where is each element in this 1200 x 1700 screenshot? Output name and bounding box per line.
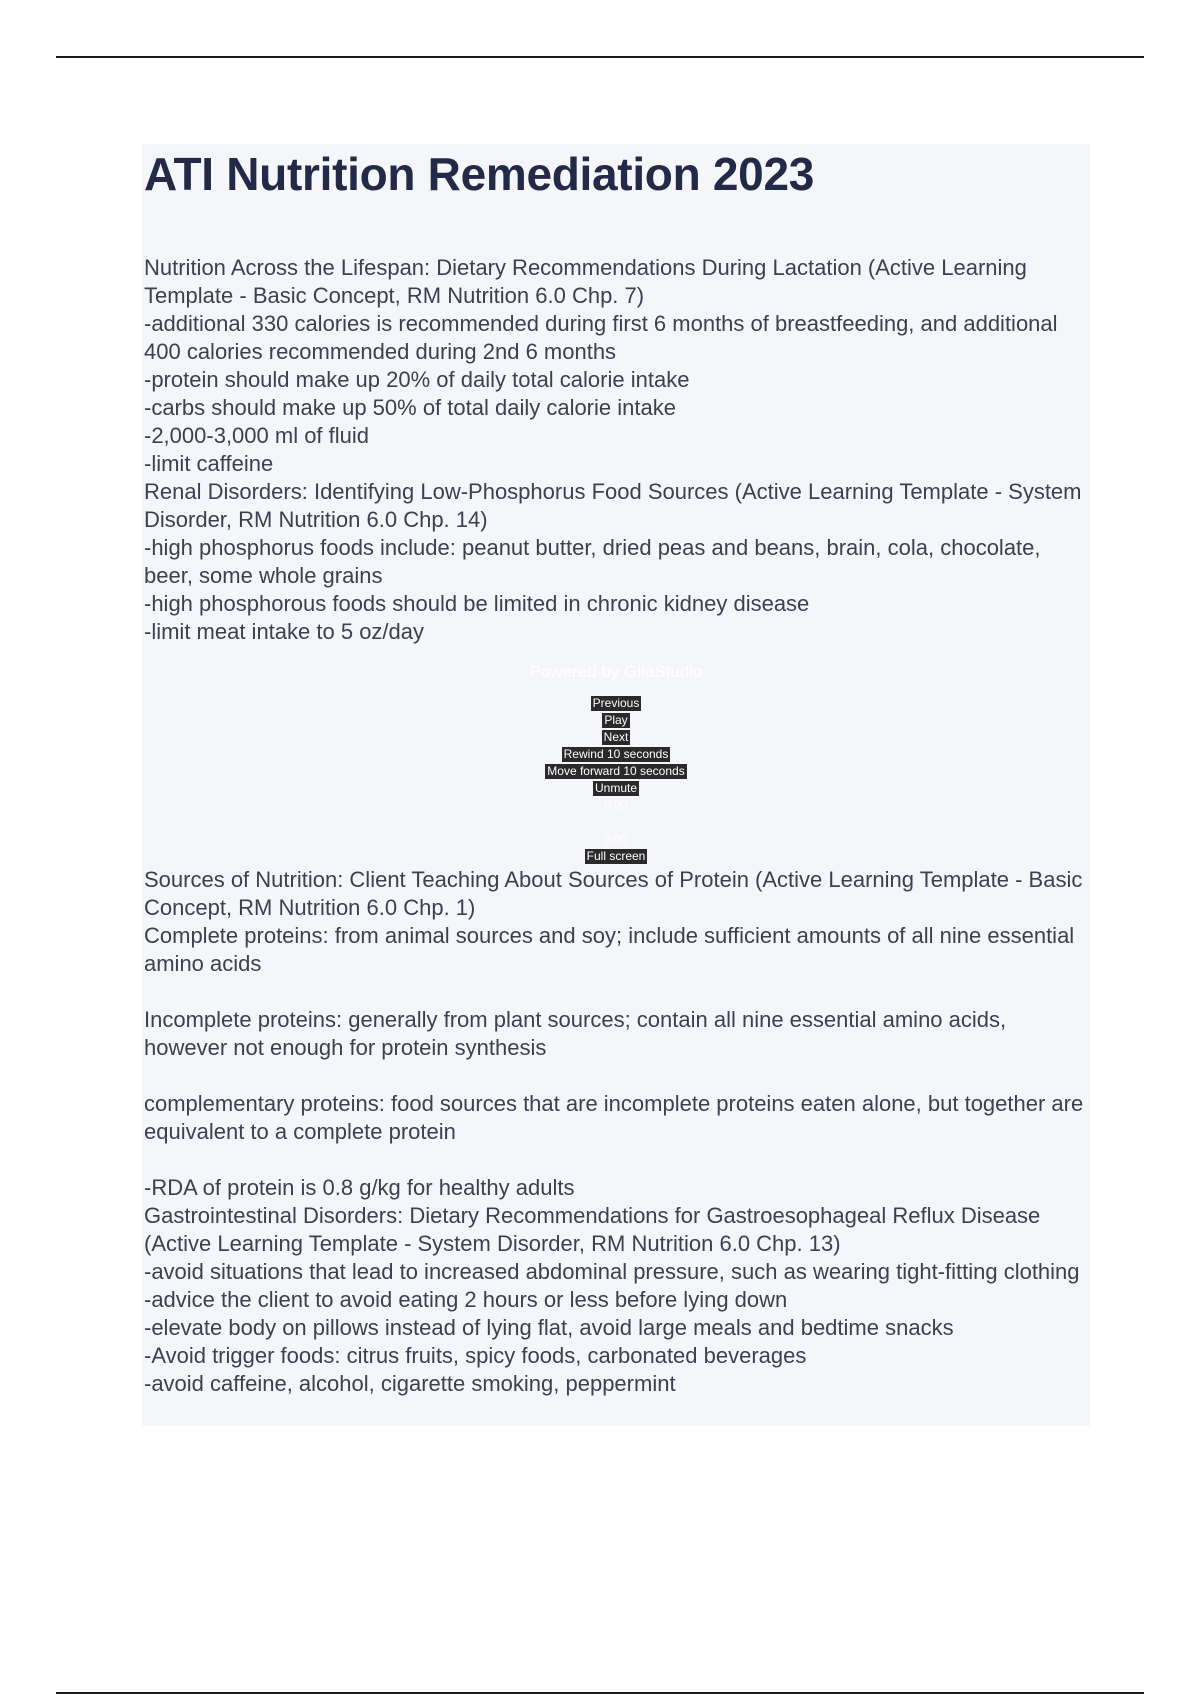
- renal-point: -high phosphorous foods should be limited in chronic kidney disease: [144, 591, 810, 616]
- duration: 0:00: [604, 832, 628, 846]
- fullscreen-button[interactable]: Full screen: [586, 849, 646, 863]
- next-button[interactable]: Next: [603, 730, 629, 744]
- lactation-point: -protein should make up 20% of daily total calorie intake: [144, 367, 690, 392]
- renal-point: -high phosphorus foods include: peanut butter, dried peas and beans, brain, cola, chocolate, beer, some whole grains: [144, 535, 1041, 588]
- complementary-proteins: complementary proteins: food sources that are incomplete proteins eaten alone, but together are equivalent to a complete protein: [144, 1091, 1084, 1144]
- protein-heading: Sources of Nutrition: Client Teaching About Sources of Protein (Active Learning Template - Basic Concept, RM Nutrition 6.0 Chp. 1): [144, 867, 1083, 920]
- lactation-point: -2,000-3,000 ml of fluid: [144, 423, 370, 448]
- lactation-heading: Nutrition Across the Lifespan: Dietary Recommendations During Lactation (Active Learning Template - Basic Concept, RM Nutrition 6.0 Chp. 7): [144, 255, 1027, 308]
- complete-proteins: Complete proteins: from animal sources and soy; include sufficient amounts of all nine essential amino acids: [144, 923, 1075, 976]
- forward-button[interactable]: Move forward 10 seconds: [547, 764, 685, 778]
- document-title: ATI Nutrition Remediation 2023: [144, 148, 815, 200]
- renal-heading: Renal Disorders: Identifying Low-Phosphorus Food Sources (Active Learning Template - System Disorder, RM Nutrition 6.0 Chp. 14): [144, 479, 1082, 532]
- player-title: Powered by GliaStudio: [529, 662, 703, 681]
- gi-heading: Gastrointestinal Disorders: Dietary Recommendations for Gastroesophageal Reflux Disease (Active Learning Template - System Disorder, RM Nutrition 6.0 Chp. 13): [144, 1203, 1041, 1256]
- document-content: [142, 144, 1090, 1426]
- unmute-button[interactable]: Unmute: [594, 781, 638, 795]
- video-player[interactable]: [142, 654, 1090, 868]
- play-button[interactable]: Play: [604, 713, 628, 727]
- rewind-button[interactable]: Rewind 10 seconds: [563, 747, 669, 761]
- gi-point: -avoid caffeine, alcohol, cigarette smoking, peppermint: [144, 1371, 676, 1396]
- top-divider: [56, 56, 1144, 58]
- section-lactation-renal: [144, 254, 1090, 646]
- bottom-divider: [56, 1692, 1144, 1694]
- lactation-point: -limit caffeine: [144, 451, 274, 476]
- incomplete-proteins: Incomplete proteins: generally from plant sources; contain all nine essential amino acids, however not enough for protein synthesis: [144, 1007, 1007, 1060]
- section-protein-gi: [144, 866, 1090, 1398]
- gi-point: -Avoid trigger foods: citrus fruits, spicy foods, carbonated beverages: [144, 1343, 807, 1368]
- previous-button[interactable]: Previous: [592, 696, 640, 710]
- lactation-point: -additional 330 calories is recommended during first 6 months of breastfeeding, and additional 400 calories recommended during 2nd 6 months: [144, 311, 1058, 364]
- gi-point: -elevate body on pillows instead of lying flat, avoid large meals and bedtime snacks: [144, 1315, 954, 1340]
- lactation-point: -carbs should make up 50% of total daily calorie intake: [144, 395, 676, 420]
- gi-point: -advice the client to avoid eating 2 hours or less before lying down: [144, 1287, 788, 1312]
- player-controls: [142, 694, 1090, 864]
- renal-point: -limit meat intake to 5 oz/day: [144, 619, 425, 644]
- protein-rda: -RDA of protein is 0.8 g/kg for healthy adults: [144, 1175, 575, 1200]
- current-time: 0:00: [604, 798, 628, 812]
- gi-point: -avoid situations that lead to increased abdominal pressure, such as wearing tight-fitting clothing: [144, 1259, 1080, 1284]
